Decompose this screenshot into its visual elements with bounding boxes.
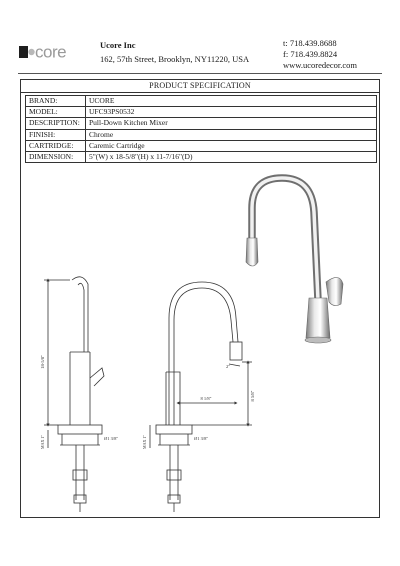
label-side-deck-max: MAX 1": [40, 435, 45, 449]
website-link[interactable]: www.ucoredecor.com: [283, 60, 358, 70]
spec-label: BRAND:: [26, 96, 86, 107]
label-side-height: 18-5/8": [40, 355, 45, 369]
spec-label: FINISH:: [26, 129, 86, 140]
spec-value: UFC93PS0532: [86, 107, 377, 118]
faucet-photo: [246, 178, 343, 343]
label-front-clearance: 8 5/8": [250, 390, 255, 402]
label-front-deck-max: MAX 1": [142, 435, 147, 449]
label-front-reach: 8 1/8": [200, 396, 212, 401]
company-address: 162, 57th Street, Brooklyn, NY11220, USA: [100, 54, 250, 64]
spec-value: Caremic Cartridge: [86, 140, 377, 151]
label-side-hole: Ø1 3/8": [104, 436, 119, 441]
spec-value: 5"(W) x 18-5/8"(H) x 11-7/16"(D): [86, 151, 377, 162]
spec-label: CARTRIDGE:: [26, 140, 86, 151]
spec-value: Pull-Down Kitchen Mixer: [86, 118, 377, 129]
spec-label: DIMENSION:: [26, 151, 86, 162]
spec-label: DESCRIPTION:: [26, 118, 86, 129]
side-elevation-drawing: [44, 277, 104, 512]
fax-number: f: 718.439.8824: [283, 49, 338, 59]
spec-title: PRODUCT SPECIFICATION: [20, 79, 380, 93]
logo-text: core: [35, 42, 67, 60]
tel-number: t: 718.439.8688: [283, 38, 337, 48]
company-name: Ucore Inc: [100, 40, 136, 50]
label-front-hole: Ø1 3/8": [194, 436, 209, 441]
label-front-angle: 2": [226, 364, 231, 369]
spec-value: Chrome: [86, 129, 377, 140]
spec-label: MODEL:: [26, 107, 86, 118]
spec-value: UCORE: [86, 96, 377, 107]
